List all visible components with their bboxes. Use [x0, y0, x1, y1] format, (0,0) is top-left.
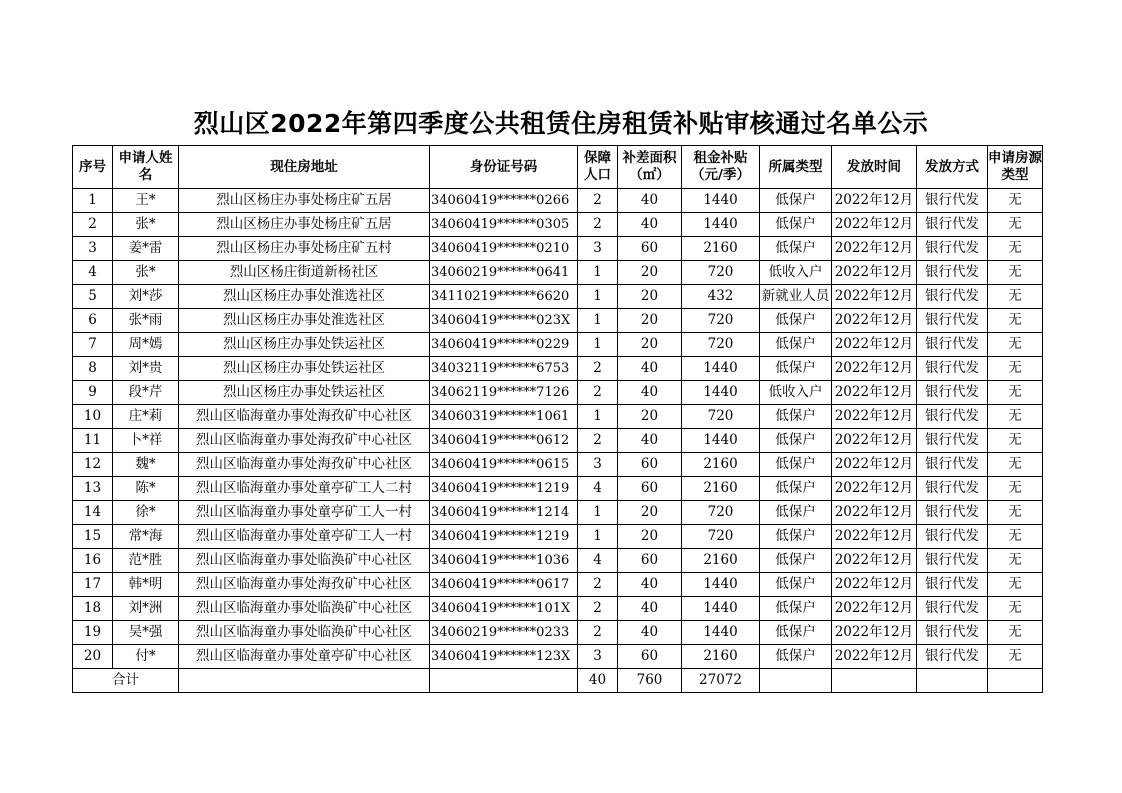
cell-address: 烈山区临海童办事处临涣矿中心社区	[179, 597, 430, 621]
table-row	[73, 237, 1043, 261]
cell-people: 1	[578, 405, 618, 429]
cell-time: 2022年12月	[832, 645, 917, 669]
cell-address: 烈山区杨庄办事处铁运社区	[179, 357, 430, 381]
cell-source: 无	[988, 261, 1043, 285]
cell-address: 烈山区临海童办事处海孜矿中心社区	[179, 429, 430, 453]
cell-id: 34060419******0617	[430, 573, 578, 597]
cell-method: 银行代发	[917, 597, 988, 621]
cell-seq: 2	[73, 213, 113, 237]
cell-people: 3	[578, 453, 618, 477]
cell-seq: 19	[73, 621, 113, 645]
cell-address: 烈山区临海童办事处海孜矿中心社区	[179, 453, 430, 477]
cell-subsidy: 1440	[682, 429, 760, 453]
cell-type: 低保户	[760, 573, 832, 597]
cell-type: 低保户	[760, 621, 832, 645]
cell-people: 1	[578, 333, 618, 357]
cell-seq: 7	[73, 333, 113, 357]
cell-method: 银行代发	[917, 213, 988, 237]
cell-time: 2022年12月	[832, 477, 917, 501]
table-row	[73, 333, 1043, 357]
cell-id: 34060419******0305	[430, 213, 578, 237]
cell-seq: 15	[73, 525, 113, 549]
cell-time: 2022年12月	[832, 453, 917, 477]
cell-id: 34060419******1219	[430, 477, 578, 501]
cell-seq: 1	[73, 189, 113, 213]
table-row	[73, 381, 1043, 405]
cell-time: 2022年12月	[832, 189, 917, 213]
cell-type: 低收入户	[760, 381, 832, 405]
cell-time: 2022年12月	[832, 237, 917, 261]
cell-name: 周*嫣	[113, 333, 179, 357]
cell-time: 2022年12月	[832, 333, 917, 357]
cell-area: 20	[618, 309, 682, 333]
table-row	[73, 213, 1043, 237]
cell-source: 无	[988, 429, 1043, 453]
header-address: 现住房地址	[179, 146, 430, 189]
cell-source: 无	[988, 501, 1043, 525]
cell-seq: 3	[73, 237, 113, 261]
cell-id: 34060219******0233	[430, 621, 578, 645]
header-type: 所属类型	[760, 146, 832, 189]
cell-source: 无	[988, 213, 1043, 237]
cell-name: 徐*	[113, 501, 179, 525]
cell-method: 银行代发	[917, 285, 988, 309]
cell-seq: 13	[73, 477, 113, 501]
cell-name: 陈*	[113, 477, 179, 501]
cell-address: 烈山区临海童办事处童亭矿中心社区	[179, 645, 430, 669]
table-row	[73, 309, 1043, 333]
cell-source: 无	[988, 285, 1043, 309]
cell-source: 无	[988, 621, 1043, 645]
cell-area: 60	[618, 645, 682, 669]
total-empty-address	[179, 669, 430, 693]
header-time: 发放时间	[832, 146, 917, 189]
cell-type: 低保户	[760, 405, 832, 429]
cell-type: 低保户	[760, 549, 832, 573]
cell-area: 60	[618, 453, 682, 477]
cell-method: 银行代发	[917, 645, 988, 669]
cell-source: 无	[988, 453, 1043, 477]
cell-source: 无	[988, 477, 1043, 501]
cell-name: 卜*祥	[113, 429, 179, 453]
cell-area: 60	[618, 549, 682, 573]
cell-subsidy: 720	[682, 333, 760, 357]
header-people: 保障人口	[578, 146, 618, 189]
cell-type: 低保户	[760, 645, 832, 669]
cell-area: 60	[618, 237, 682, 261]
table-row	[73, 429, 1043, 453]
cell-subsidy: 1440	[682, 189, 760, 213]
cell-time: 2022年12月	[832, 429, 917, 453]
header-seq: 序号	[73, 146, 113, 189]
cell-source: 无	[988, 549, 1043, 573]
cell-method: 银行代发	[917, 261, 988, 285]
total-subsidy: 27072	[682, 669, 760, 693]
cell-source: 无	[988, 357, 1043, 381]
cell-address: 烈山区杨庄办事处淮选社区	[179, 309, 430, 333]
cell-people: 1	[578, 285, 618, 309]
cell-type: 低保户	[760, 501, 832, 525]
cell-time: 2022年12月	[832, 357, 917, 381]
cell-type: 低保户	[760, 189, 832, 213]
cell-seq: 9	[73, 381, 113, 405]
cell-seq: 17	[73, 573, 113, 597]
cell-people: 1	[578, 309, 618, 333]
cell-address: 烈山区临海童办事处童亭矿工人一村	[179, 501, 430, 525]
cell-seq: 11	[73, 429, 113, 453]
cell-seq: 8	[73, 357, 113, 381]
table-row	[73, 261, 1043, 285]
cell-subsidy: 1440	[682, 381, 760, 405]
cell-seq: 18	[73, 597, 113, 621]
cell-name: 刘*洲	[113, 597, 179, 621]
cell-id: 34060419******0210	[430, 237, 578, 261]
cell-type: 低保户	[760, 309, 832, 333]
cell-subsidy: 720	[682, 261, 760, 285]
cell-address: 烈山区临海童办事处海孜矿中心社区	[179, 573, 430, 597]
cell-method: 银行代发	[917, 405, 988, 429]
cell-area: 20	[618, 525, 682, 549]
cell-name: 张*	[113, 213, 179, 237]
cell-address: 烈山区临海童办事处临涣矿中心社区	[179, 621, 430, 645]
cell-area: 40	[618, 573, 682, 597]
cell-subsidy: 1440	[682, 621, 760, 645]
cell-id: 34060319******1061	[430, 405, 578, 429]
total-empty-time	[832, 669, 917, 693]
header-name: 申请人姓名	[113, 146, 179, 189]
cell-method: 银行代发	[917, 621, 988, 645]
cell-subsidy: 1440	[682, 357, 760, 381]
cell-subsidy: 2160	[682, 645, 760, 669]
cell-type: 低保户	[760, 477, 832, 501]
cell-name: 段*芹	[113, 381, 179, 405]
table-row	[73, 645, 1043, 669]
cell-address: 烈山区临海童办事处临涣矿中心社区	[179, 549, 430, 573]
cell-id: 34060419******0612	[430, 429, 578, 453]
header-method: 发放方式	[917, 146, 988, 189]
table-row	[73, 285, 1043, 309]
cell-people: 4	[578, 477, 618, 501]
cell-area: 40	[618, 189, 682, 213]
cell-type: 低保户	[760, 597, 832, 621]
cell-method: 银行代发	[917, 237, 988, 261]
cell-people: 2	[578, 381, 618, 405]
cell-subsidy: 720	[682, 405, 760, 429]
cell-time: 2022年12月	[832, 405, 917, 429]
cell-type: 低保户	[760, 237, 832, 261]
cell-people: 3	[578, 645, 618, 669]
total-empty-type	[760, 669, 832, 693]
cell-type: 新就业人员	[760, 285, 832, 309]
table-row	[73, 597, 1043, 621]
cell-address: 烈山区杨庄办事处杨庄矿五居	[179, 189, 430, 213]
cell-id: 34060419******023X	[430, 309, 578, 333]
cell-address: 烈山区杨庄街道新杨社区	[179, 261, 430, 285]
cell-name: 张*雨	[113, 309, 179, 333]
cell-time: 2022年12月	[832, 525, 917, 549]
cell-method: 银行代发	[917, 357, 988, 381]
cell-id: 34060419******1036	[430, 549, 578, 573]
cell-method: 银行代发	[917, 549, 988, 573]
cell-id: 34032119******6753	[430, 357, 578, 381]
cell-name: 王*	[113, 189, 179, 213]
page-title: 烈山区2022年第四季度公共租赁住房租赁补贴审核通过名单公示	[193, 109, 929, 138]
cell-time: 2022年12月	[832, 381, 917, 405]
cell-type: 低保户	[760, 453, 832, 477]
cell-area: 40	[618, 213, 682, 237]
table-row	[73, 189, 1043, 213]
cell-seq: 4	[73, 261, 113, 285]
cell-address: 烈山区杨庄办事处铁运社区	[179, 333, 430, 357]
cell-seq: 6	[73, 309, 113, 333]
cell-time: 2022年12月	[832, 549, 917, 573]
cell-people: 2	[578, 429, 618, 453]
cell-people: 2	[578, 597, 618, 621]
cell-subsidy: 1440	[682, 597, 760, 621]
cell-subsidy: 1440	[682, 213, 760, 237]
cell-people: 2	[578, 189, 618, 213]
cell-people: 1	[578, 261, 618, 285]
cell-area: 20	[618, 405, 682, 429]
cell-time: 2022年12月	[832, 213, 917, 237]
table-row	[73, 477, 1043, 501]
cell-id: 34060419******0615	[430, 453, 578, 477]
cell-subsidy: 720	[682, 501, 760, 525]
header-subsidy: 租金补贴（元/季）	[682, 146, 760, 189]
cell-people: 2	[578, 621, 618, 645]
cell-time: 2022年12月	[832, 501, 917, 525]
cell-people: 1	[578, 525, 618, 549]
cell-area: 40	[618, 381, 682, 405]
cell-type: 低收入户	[760, 261, 832, 285]
table-row	[73, 357, 1043, 381]
total-empty-method	[917, 669, 988, 693]
cell-name: 韩*明	[113, 573, 179, 597]
cell-source: 无	[988, 573, 1043, 597]
cell-method: 银行代发	[917, 573, 988, 597]
cell-source: 无	[988, 645, 1043, 669]
cell-type: 低保户	[760, 357, 832, 381]
total-label: 合计	[73, 669, 179, 693]
cell-id: 34060419******101X	[430, 597, 578, 621]
cell-address: 烈山区杨庄办事处淮选社区	[179, 285, 430, 309]
cell-area: 60	[618, 477, 682, 501]
cell-area: 20	[618, 285, 682, 309]
cell-time: 2022年12月	[832, 597, 917, 621]
table-row	[73, 549, 1043, 573]
cell-type: 低保户	[760, 333, 832, 357]
cell-address: 烈山区杨庄办事处杨庄矿五居	[179, 213, 430, 237]
cell-name: 刘*莎	[113, 285, 179, 309]
cell-id: 34060419******0266	[430, 189, 578, 213]
cell-subsidy: 432	[682, 285, 760, 309]
total-people: 40	[578, 669, 618, 693]
header-row	[73, 146, 1043, 189]
cell-source: 无	[988, 237, 1043, 261]
table-row	[73, 501, 1043, 525]
header-source: 申请房源类型	[988, 146, 1043, 189]
cell-people: 4	[578, 549, 618, 573]
total-row	[73, 669, 1043, 693]
cell-seq: 12	[73, 453, 113, 477]
cell-method: 银行代发	[917, 189, 988, 213]
cell-area: 40	[618, 621, 682, 645]
cell-time: 2022年12月	[832, 621, 917, 645]
cell-people: 2	[578, 213, 618, 237]
cell-method: 银行代发	[917, 309, 988, 333]
cell-subsidy: 1440	[682, 573, 760, 597]
cell-people: 3	[578, 237, 618, 261]
cell-seq: 14	[73, 501, 113, 525]
cell-type: 低保户	[760, 525, 832, 549]
table-row	[73, 453, 1043, 477]
header-id: 身份证号码	[430, 146, 578, 189]
cell-source: 无	[988, 333, 1043, 357]
cell-id: 34060219******0641	[430, 261, 578, 285]
subsidy-table	[72, 145, 1043, 693]
cell-name: 刘*贵	[113, 357, 179, 381]
cell-area: 20	[618, 501, 682, 525]
cell-subsidy: 720	[682, 525, 760, 549]
cell-method: 银行代发	[917, 453, 988, 477]
cell-method: 银行代发	[917, 429, 988, 453]
cell-seq: 10	[73, 405, 113, 429]
cell-method: 银行代发	[917, 381, 988, 405]
cell-subsidy: 2160	[682, 453, 760, 477]
cell-time: 2022年12月	[832, 261, 917, 285]
cell-time: 2022年12月	[832, 573, 917, 597]
cell-seq: 16	[73, 549, 113, 573]
cell-subsidy: 2160	[682, 549, 760, 573]
cell-source: 无	[988, 525, 1043, 549]
cell-type: 低保户	[760, 429, 832, 453]
cell-id: 34062119******7126	[430, 381, 578, 405]
table-body	[73, 189, 1043, 693]
cell-people: 1	[578, 501, 618, 525]
table-row	[73, 525, 1043, 549]
cell-name: 常*海	[113, 525, 179, 549]
cell-type: 低保户	[760, 213, 832, 237]
cell-seq: 5	[73, 285, 113, 309]
cell-name: 付*	[113, 645, 179, 669]
cell-id: 34060419******1219	[430, 525, 578, 549]
cell-seq: 20	[73, 645, 113, 669]
cell-method: 银行代发	[917, 525, 988, 549]
cell-people: 2	[578, 573, 618, 597]
cell-address: 烈山区临海童办事处童亭矿工人一村	[179, 525, 430, 549]
cell-address: 烈山区临海童办事处童亭矿工人二村	[179, 477, 430, 501]
cell-area: 20	[618, 261, 682, 285]
cell-method: 银行代发	[917, 501, 988, 525]
cell-source: 无	[988, 309, 1043, 333]
cell-name: 吴*强	[113, 621, 179, 645]
cell-name: 范*胜	[113, 549, 179, 573]
cell-id: 34060419******1214	[430, 501, 578, 525]
total-empty-id	[430, 669, 578, 693]
cell-area: 40	[618, 357, 682, 381]
cell-subsidy: 2160	[682, 237, 760, 261]
cell-method: 银行代发	[917, 333, 988, 357]
cell-id: 34110219******6620	[430, 285, 578, 309]
cell-name: 魏*	[113, 453, 179, 477]
cell-name: 庄*莉	[113, 405, 179, 429]
cell-name: 张*	[113, 261, 179, 285]
total-empty-source	[988, 669, 1043, 693]
cell-area: 40	[618, 429, 682, 453]
cell-people: 2	[578, 357, 618, 381]
cell-address: 烈山区杨庄办事处杨庄矿五村	[179, 237, 430, 261]
cell-source: 无	[988, 405, 1043, 429]
table-row	[73, 621, 1043, 645]
cell-source: 无	[988, 189, 1043, 213]
cell-source: 无	[988, 381, 1043, 405]
header-area: 补差面积（㎡）	[618, 146, 682, 189]
cell-time: 2022年12月	[832, 309, 917, 333]
cell-address: 烈山区临海童办事处海孜矿中心社区	[179, 405, 430, 429]
cell-method: 银行代发	[917, 477, 988, 501]
cell-subsidy: 2160	[682, 477, 760, 501]
cell-source: 无	[988, 597, 1043, 621]
table-row	[73, 405, 1043, 429]
cell-area: 20	[618, 333, 682, 357]
cell-area: 40	[618, 597, 682, 621]
cell-address: 烈山区杨庄办事处铁运社区	[179, 381, 430, 405]
table-row	[73, 573, 1043, 597]
cell-subsidy: 720	[682, 309, 760, 333]
cell-time: 2022年12月	[832, 285, 917, 309]
cell-id: 34060419******0229	[430, 333, 578, 357]
cell-name: 姜*雷	[113, 237, 179, 261]
total-area: 760	[618, 669, 682, 693]
cell-id: 34060419******123X	[430, 645, 578, 669]
